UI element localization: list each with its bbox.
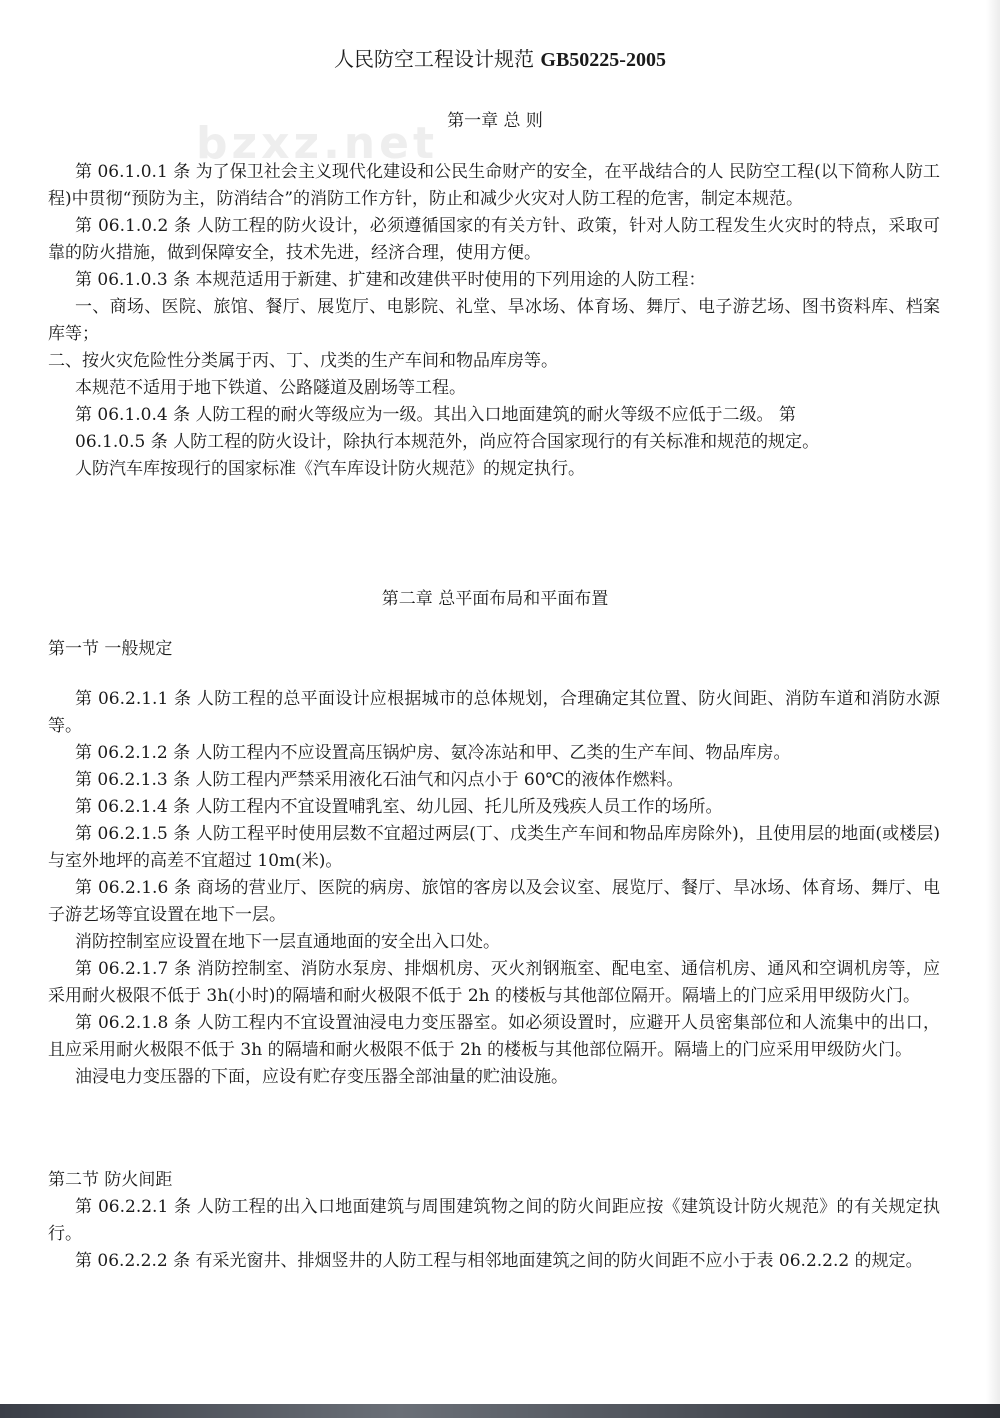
clause-06-2-1-4: 第 06.2.1.4 条 人防工程内不宜设置哺乳室、幼儿园、托儿所及残疾人员工作的场所。	[75, 797, 723, 817]
list-item-1: 一、商场、医院、旅馆、餐厅、展览厅、电影院、礼堂、旱冰场、体育场、舞厅、电子游艺场、图书资料库、档案库等；	[48, 297, 940, 344]
chapter-1-heading: 第一章 总 则	[447, 111, 543, 131]
clause-06-2-2-1: 第 06.2.2.1 条 人防工程的出入口地面建筑与周围建筑物之间的防火间距应按《建筑设计防火规范》的有关规定执行。	[48, 1197, 940, 1244]
clause-06-2-1-7: 第 06.2.1.7 条 消防控制室、消防水泵房、排烟机房、灭火剂钢瓶室、配电室、通信机房、通风和空调机房等，应采用耐火极限不低于 3h(小时)的隔墙和耐火极限不低于 2h 的楼板与其他部位隔开。隔墙上的门应采用甲级防火门。	[48, 959, 940, 1006]
scope-exclusion: 本规范不适用于地下铁道、公路隧道及剧场等工程。	[75, 378, 466, 398]
chapter-2-heading: 第二章 总平面布局和平面布置	[381, 589, 609, 609]
bottom-background-strip	[0, 1404, 1000, 1418]
section-2-body	[48, 1194, 940, 1275]
clause-06-2-1-3: 第 06.2.1.3 条 人防工程内严禁采用液化石油气和闪点小于 60℃的液体作燃料。	[75, 770, 684, 790]
clause-06-2-1-6: 第 06.2.1.6 条 商场的营业厅、医院的病房、旅馆的客房以及会议室、展览厅、餐厅、旱冰场、体育场、舞厅、电子游艺场等宜设置在地下一层。	[48, 878, 940, 925]
oil-storage-note: 油浸电力变压器的下面，应设有贮存变压器全部油量的贮油设施。	[75, 1067, 568, 1087]
clause-06-2-1-1: 第 06.2.1.1 条 人防工程的总平面设计应根据城市的总体规划，合理确定其位置、防火间距、消防车道和消防水源等。	[48, 689, 940, 736]
title-text: 人民防空工程设计规范	[334, 47, 535, 71]
clause-06-2-1-8: 第 06.2.1.8 条 人防工程内不宜设置油浸电力变压器室。如必须设置时，应避开人员密集部位和人流集中的出口，且应采用耐火极限不低于 3h 的隔墙和耐火极限不低于 2h 的楼板与其他部位隔开。隔墙上的门应采用甲级防火门。	[48, 1013, 940, 1060]
garage-note: 人防汽车库按现行的国家标准《汽车库设计防火规范》的规定执行。	[75, 459, 585, 479]
clause-06-1-0-4: 第 06.1.0.4 条 人防工程的耐火等级应为一级。其出入口地面建筑的耐火等级不应低于二级。 第	[75, 405, 796, 425]
clause-06-2-1-2: 第 06.2.1.2 条 人防工程内不应设置高压锅炉房、氨冷冻站和甲、乙类的生产车间、物品库房。	[75, 743, 791, 763]
chapter-1-body	[48, 159, 940, 483]
section-1-heading: 第一节 一般规定	[48, 639, 173, 659]
clause-06-1-0-1: 第 06.1.0.1 条 为了保卫社会主义现代化建设和公民生命财产的安全，在平战结合的人 民防空工程(以下简称人防工程)中贯彻“预防为主，防消结合”的消防工作方针，防止和减少火灾对人防工程的危害，制定本规范。	[48, 162, 940, 209]
watermark: bzxz.net	[196, 118, 439, 169]
standard-code: GB50225-2005	[540, 49, 666, 71]
page-edge-shadow	[986, 0, 1000, 1404]
clause-06-1-0-3: 第 06.1.0.3 条 本规范适用于新建、扩建和改建供平时使用的下列用途的人防工程：	[75, 270, 706, 290]
control-room-note: 消防控制室应设置在地下一层直通地面的安全出入口处。	[75, 932, 500, 952]
section-2-heading: 第二节 防火间距	[48, 1170, 173, 1190]
section-1-body	[48, 686, 940, 1091]
list-item-2: 二、按火灾危险性分类属于丙、丁、戊类的生产车间和物品库房等。	[48, 351, 558, 371]
clause-06-1-0-5: 06.1.0.5 条 人防工程的防火设计，除执行本规范外，尚应符合国家现行的有关标准和规范的规定。	[75, 432, 820, 452]
document-title	[0, 44, 1000, 75]
clause-06-1-0-2: 第 06.1.0.2 条 人防工程的防火设计，必须遵循国家的有关方针、政策，针对人防工程发生火灾时的特点，采取可靠的防火措施，做到保障安全，技术先进，经济合理，使用方便。	[48, 216, 940, 263]
clause-06-2-1-5: 第 06.2.1.5 条 人防工程平时使用层数不宜超过两层(丁、戊类生产车间和物品库房除外)，且使用层的地面(或楼层)与室外地坪的高差不宜超过 10m(米)。	[48, 824, 940, 871]
clause-06-2-2-2: 第 06.2.2.2 条 有采光窗井、排烟竖井的人防工程与相邻地面建筑之间的防火间距不应小于表 06.2.2.2 的规定。	[75, 1251, 923, 1271]
